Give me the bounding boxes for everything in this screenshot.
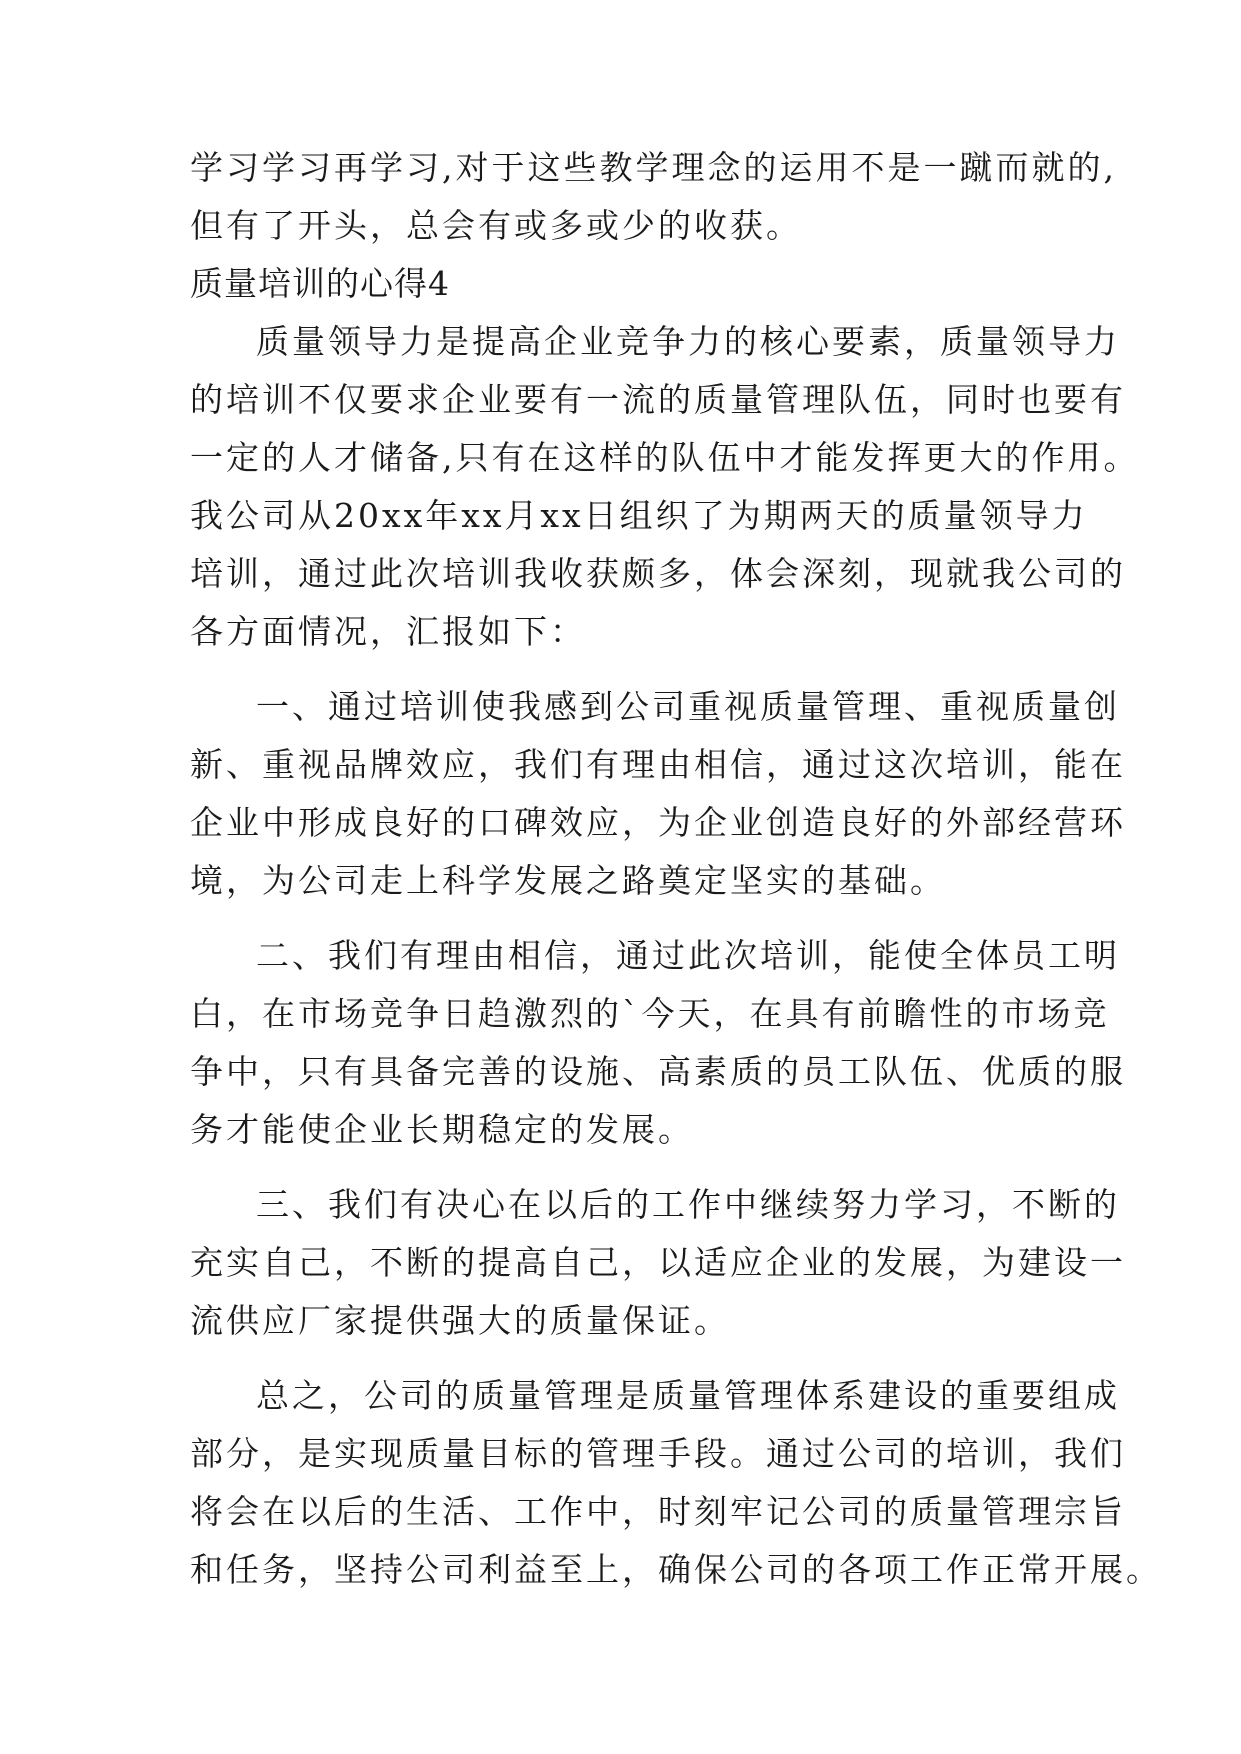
paragraph-line: 充实自己，不断的提高自己，以适应企业的发展，为建设一 bbox=[190, 1243, 1126, 1282]
paragraph-line: 二、我们有理由相信，通过此次培训，能使全体员工明 bbox=[256, 936, 1120, 975]
paragraph-line: 境，为公司走上科学发展之路奠定坚实的基础。 bbox=[190, 861, 946, 900]
paragraph-line: 但有了开头，总会有或多或少的收获。 bbox=[190, 206, 802, 245]
paragraph-line: 部分，是实现质量目标的管理手段。通过公司的培训，我们 bbox=[190, 1434, 1126, 1473]
paragraph-line: 流供应厂家提供强大的质量保证。 bbox=[190, 1301, 730, 1340]
paragraph-line: 争中，只有具备完善的设施、高素质的员工队伍、优质的服 bbox=[190, 1052, 1126, 1091]
paragraph-line: 新、重视品牌效应，我们有理由相信，通过这次培训，能在 bbox=[190, 745, 1126, 784]
paragraph-line: 质量领导力是提高企业竞争力的核心要素，质量领导力 bbox=[256, 322, 1120, 361]
paragraph-line: 各方面情况，汇报如下： bbox=[190, 612, 586, 651]
section-heading: 质量培训的心得4 bbox=[190, 264, 450, 303]
paragraph-line: 学习学习再学习,对于这些教学理念的运用不是一蹴而就的, bbox=[190, 148, 1117, 187]
paragraph-line: 三、我们有决心在以后的工作中继续努力学习，不断的 bbox=[256, 1185, 1120, 1224]
paragraph-line: 一、通过培训使我感到公司重视质量管理、重视质量创 bbox=[256, 687, 1120, 726]
paragraph-line: 我公司从20xx年xx月xx日组织了为期两天的质量领导力 bbox=[190, 496, 1088, 535]
paragraph-line: 务才能使企业长期稳定的发展。 bbox=[190, 1110, 694, 1149]
paragraph-line: 白，在市场竞争日趋激烈的`今天，在具有前瞻性的市场竞 bbox=[190, 994, 1110, 1033]
paragraph-line: 培训，通过此次培训我收获颇多，体会深刻，现就我公司的 bbox=[190, 554, 1126, 593]
paragraph-line: 的培训不仅要求企业要有一流的质量管理队伍，同时也要有 bbox=[190, 380, 1126, 419]
paragraph-line: 将会在以后的生活、工作中，时刻牢记公司的质量管理宗旨 bbox=[190, 1492, 1126, 1531]
paragraph-line: 总之，公司的质量管理是质量管理体系建设的重要组成 bbox=[256, 1376, 1120, 1415]
paragraph-line: 企业中形成良好的口碑效应，为企业创造良好的外部经营环 bbox=[190, 803, 1126, 842]
paragraph-line: 和任务，坚持公司利益至上，确保公司的各项工作正常开展。 bbox=[190, 1550, 1162, 1589]
paragraph-line: 一定的人才储备,只有在这样的队伍中才能发挥更大的作用。 bbox=[190, 438, 1140, 477]
